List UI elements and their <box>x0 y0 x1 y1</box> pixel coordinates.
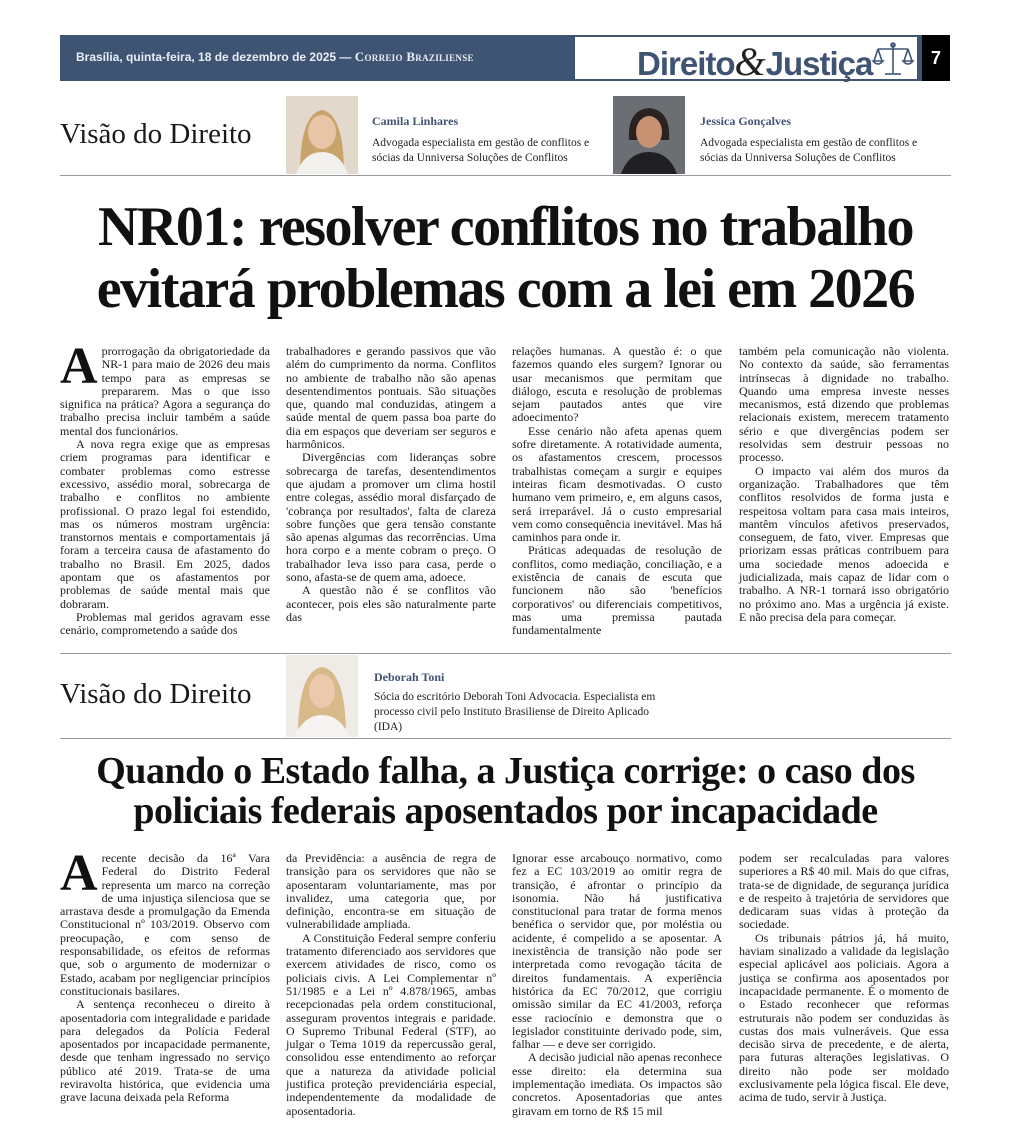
article2-headline-line1: Quando o Estado falha, a Justiça corrige: o caso dos <box>96 750 915 792</box>
author-desc-camila: Advogada especialista em gestão de conflitos e sócias da Unniversa Soluções de Conflitos <box>372 137 590 164</box>
article1-paragraph: Práticas adequadas de resolução de conflitos, como mediação, conciliação, e a existência de canais de escuta que funcionem não são 'benefícios corporativos' ou diferenciais competitivos, mas uma premissa pautada fundamentalmente <box>512 543 722 638</box>
article1-paragraph: relações humanas. A questão é: o que fazemos quando eles surgem? Ignorar ou usar mecanismos que permitam que diálogo, escuta e resolução de problemas sejam pautados antes que vire adoecimento? <box>512 344 722 425</box>
header-bar <box>60 35 950 84</box>
article1-column-4 <box>739 345 949 630</box>
author-name-camila: Camila Linhares <box>372 114 459 128</box>
author-desc-jessica: Advogada especialista em gestão de conflitos e sócias da Unniversa Soluções de Conflitos <box>700 137 918 164</box>
article2-paragraph: A sentença reconheceu o direito à aposentadoria com integralidade e paridade para delegados da Polícia Federal aposentados por incapacidade permanente, desde que tenham ingressado no serviço público até 2019. Trata-se de uma reviravolta histórica, que evidencia uma grave lacuna deixada pela Reforma <box>60 997 270 1105</box>
section-label-visao-do-direito: Visão do Direito <box>60 118 252 150</box>
brand-title <box>637 38 872 85</box>
article2-paragraph: A Constituição Federal sempre conferiu tratamento diferenciado aos servidores que exercem atividades de risco, como os policiais civis. A Lei Complementar nº 51/1985 e a Lei nº 4.878/1965, ambas recepcionadas pela ordem constitucional, asseguram proventos integrais e paridade. O Supremo Tribunal Federal (STF), ao julgar o Tema 1019 da repercussão geral, consolidou esse entendimento ao reforçar que a natureza da atividade policial justifica proteção previdenciária especial, independentemente da modalidade de aposentadoria. <box>286 930 496 1118</box>
article1-column-2 <box>286 345 496 630</box>
author-name-jessica: Jessica Gonçalves <box>700 114 791 128</box>
scales-of-justice-icon <box>873 41 913 77</box>
article1-paragraph: Divergências com lideranças sobre sobrecarga de tarefas, desentendimentos que ajudam a promover um clima hostil entre colegas, assédio moral disfarçado de 'cobrança por resultados', falta de clareza sobre funções que gera tensão constante são apenas algumas das recorrências. Uma hora corpo e a mente cobram o preço. O trabalhador leva isso para casa, perde o sono, afasta-se de quem ama, adoece. <box>286 450 496 585</box>
article2-paragraph: recente decisão da 16ª Vara Federal do Distrito Federal representa um marco na correção de uma injustiça silenciosa que se arrastava desde a promulgação da Emenda Constitucional nº 103/2019. Observo com preocupação, e com senso de responsabilidade, os efeitos de reformas que, sob o argumento de modernizar o Estado, acabam por negligenciar princípios constitucionais basilares. <box>60 851 270 998</box>
article2-paragraph: da Previdência: a ausência de regra de transição para os servidores que não se aposentaram voluntariamente, mas por invalidez, uma categoria que, por definição, encontra-se em situação de vulnerabilidade ampliada. <box>286 851 496 932</box>
drop-cap: A <box>60 845 98 902</box>
article2-column-1 <box>60 845 270 1122</box>
article2-headline-line2: policiais federais aposentados por incapacidade <box>133 790 878 832</box>
article2-paragraph: podem ser recalculadas para valores superiores a R$ 40 mil. Mais do que cifras, trata-se de dignidade, de segurança jurídica e de respeito à trajetória de servidores que dedicaram suas vidas à proteção da sociedade. <box>739 851 949 932</box>
article1-headline-line2: evitará problemas com a lei em 2026 <box>96 258 915 320</box>
brand-part-direito: Direito <box>637 45 735 82</box>
article1-paragraph: também pela comunicação não violenta. No contexto da saúde, são ferramentas intrínsecas à dignidade no trabalho. Quando uma empresa investe nesses mecanismos, está dizendo que problemas relacionais existem, merecem tratamento sério e que divergências podem ser resolvidas sem destruir pessoas no processo. <box>739 344 949 465</box>
article1-column-3 <box>512 344 722 638</box>
page-number: 7 <box>922 35 950 81</box>
article1-paragraph: Esse cenário não afeta apenas quem sofre diretamente. A rotatividade aumenta, os afastamentos crescem, processos trabalhistas começam a surgir e equipes inteiras ficam desmotivadas. O custo humano vem primeiro, e, em alguns casos, será irreparável. Já o custo empresarial vem como consequência inevitável. Mas há caminhos para onde ir. <box>512 423 722 545</box>
brand-part-justica: Justiça <box>765 45 873 82</box>
author-photo-camila <box>286 96 358 174</box>
article1-paragraph: prorrogação da obrigatoriedade da NR-1 para maio de 2026 deu mais tempo para as empresas se prepararem. Mas o que isso significa na prática? Agora a segurança do trabalho precisa incluir também a saúde mental dos funcionários. <box>60 344 270 438</box>
dateline <box>76 49 474 65</box>
article1-headline <box>40 196 971 320</box>
article2-paragraph: Os tribunais pátrios já, há muito, haviam sinalizado a validade da legislação especial aplicável aos policiais. Agora a justiça se confirma aos aposentados por incapacidade permanente. É o momento de o Estado reconhecer que reformas estruturais não podem ser conduzidas às custas dos mais vulneráveis. Que essa decisão sirva de precedente, e de alerta, para futuras alterações legislativas. O direito não pode ser moldado exclusivamente pela lógica fiscal. Ele deve, acima de tudo, servir à Justiça. <box>739 930 949 1105</box>
article2-paragraph: A decisão judicial não apenas reconhece esse direito: ela determina sua implementação imediata. Os impactos são concretos. Aposentadorias que antes giravam em torno de R$ 15 mil <box>512 1050 722 1118</box>
article2-column-2 <box>286 852 496 1122</box>
author-photo-deborah <box>286 655 358 737</box>
author-desc-deborah: Sócia do escritório Deborah Toni Advocacia. Especialista em processo civil pelo Instituto Brasiliense de Direito Aplicado (IDA) <box>374 691 656 733</box>
newspaper-name: Correio Braziliense <box>354 49 474 64</box>
author-name-deborah: Deborah Toni <box>374 670 445 684</box>
dateline-text: Brasília, quinta-feira, 18 de dezembro de 2025 — <box>76 50 352 64</box>
section-label-visao-do-direito-2: Visão do Direito <box>60 678 252 710</box>
article1-paragraph: Problemas mal geridos agravam esse cenário, comprometendo a saúde dos <box>60 609 270 638</box>
divider-line <box>60 738 951 739</box>
brand-ampersand: & <box>734 39 766 84</box>
article1-column-1 <box>60 338 270 638</box>
drop-cap: A <box>60 338 98 395</box>
section-brand <box>575 37 917 84</box>
article2-column-3 <box>512 852 722 1122</box>
article1-headline-line1: NR01: resolver conflitos no trabalho <box>98 196 913 258</box>
divider-line <box>60 175 951 176</box>
article2-paragraph: Ignorar esse arcabouço normativo, como fez a EC 103/2019 ao omitir regra de transição, é afrontar o princípio da isonomia. Não há justificativa constitucional para tratar de forma menos benéfica o servidor que, por moléstia ou acidente, é compelido a se aposentar. A inexistência de transição não pode ser interpretada como revogação tácita de direitos fundamentais. A experiência histórica da EC 70/2012, que corrigiu omissão similar da EC 41/2003, reforça esse raciocínio e demonstra que o legislador constituinte derivado pode, sim, falhar — e deve ser corrigido. <box>512 851 722 1052</box>
article1-paragraph: A questão não é se conflitos vão acontecer, pois eles são naturalmente parte das <box>286 583 496 624</box>
author-photo-jessica <box>613 96 685 174</box>
article2-column-4 <box>739 852 949 1122</box>
article1-paragraph: trabalhadores e gerando passivos que vão além do cumprimento da norma. Conflitos no ambiente de trabalho não são apenas desentendimentos pontuais. São situações que, quando mal conduzidas, atingem a saúde mental de quem passa boa parte do dia em espaços que deveriam ser seguros e harmônicos. <box>286 344 496 452</box>
article1-paragraph: A nova regra exige que as empresas criem programas para identificar e combater problemas como estresse excessivo, assédio moral, sobrecarga de trabalho e conflitos no ambiente profissional. O prazo legal foi estendido, mas os números mostram urgência: transtornos mentais e comportamentais já foram a terceira causa de afastamento do trabalho no Brasil. Em 2025, dados apontam que os afastamentos por problemas de saúde mental mais que dobraram. <box>60 437 270 611</box>
article2-headline <box>40 751 971 831</box>
divider-line <box>60 653 951 654</box>
article1-paragraph: O impacto vai além dos muros da organização. Trabalhadores que têm conflitos resolvidos de forma justa e respeitosa voltam para casa mais inteiros, mantêm vínculos afetivos preservados, conseguem, de fato, viver. Empresas que priorizam essas práticas contribuem para uma sociedade menos adoecida e judicializada, mais capaz de lidar com o trabalho. A NR-1 tornará isso obrigatório no próximo ano. Mas a urgência já existe. E não precisa dela para começar. <box>739 463 949 624</box>
